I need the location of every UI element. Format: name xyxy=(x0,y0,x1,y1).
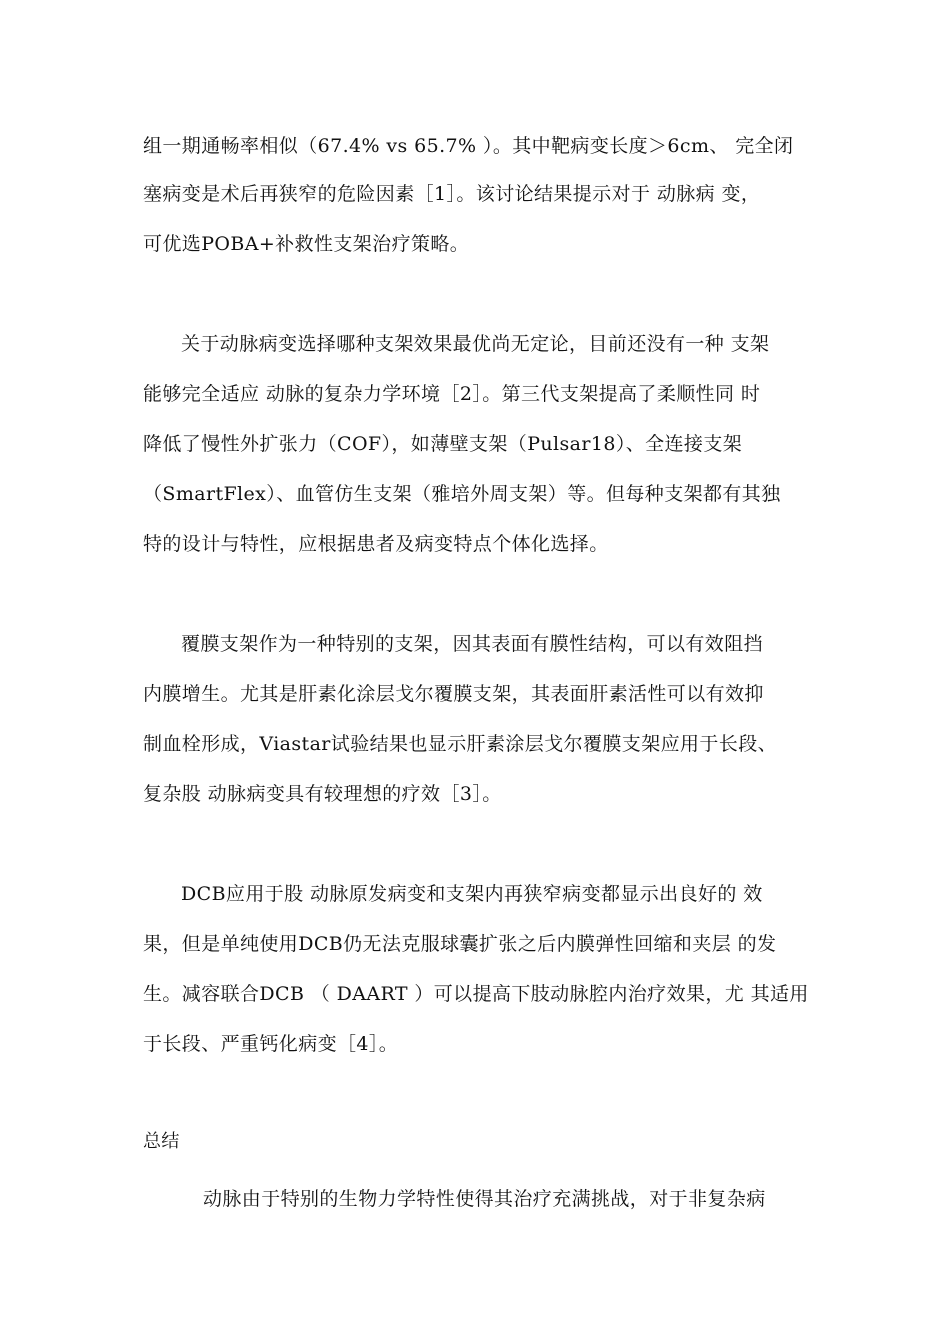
paragraph-2-line-5: 特的设计与特性，应根据患者及病变特点个体化选择。 xyxy=(143,533,609,555)
section-heading: 总结 xyxy=(143,1131,180,1152)
closing-paragraph-line: 动脉由于特别的生物力学特性使得其治疗充满挑战，对于非复杂病 xyxy=(203,1188,766,1210)
paragraph-2-line-4: （SmartFlex）、血管仿生支架（雅培外周支架）等。但每种支架都有其独 xyxy=(143,483,781,505)
paragraph-2-line-1: 关于动脉病变选择哪种支架效果最优尚无定论，目前还没有一种 支架 xyxy=(181,333,770,355)
paragraph-1-line-3: 可优选POBA+补救性支架治疗策略。 xyxy=(143,233,470,255)
paragraph-4-line-3: 生。减容联合DCB （ DAART ）可以提高下肢动脉腔内治疗效果，尤 其适用 xyxy=(143,983,809,1005)
paragraph-3-line-4: 复杂股 动脉病变具有较理想的疗效［3］。 xyxy=(143,783,502,805)
paragraph-4-line-2: 果，但是单纯使用DCB仍无法克服球囊扩张之后内膜弹性回缩和夹层 的发 xyxy=(143,933,777,955)
paragraph-3-line-3: 制血栓形成，Viastar试验结果也显示肝素涂层戈尔覆膜支架应用于长段、 xyxy=(143,733,777,755)
paragraph-2-line-3: 降低了慢性外扩张力（COF），如薄壁支架（Pulsar18）、全连接支架 xyxy=(143,433,743,455)
paragraph-3-line-2: 内膜增生。尤其是肝素化涂层戈尔覆膜支架，其表面肝素活性可以有效抑 xyxy=(143,683,764,705)
paragraph-3-line-1: 覆膜支架作为一种特别的支架，因其表面有膜性结构，可以有效阻挡 xyxy=(181,633,764,655)
paragraph-4-line-4: 于长段、严重钙化病变［4］。 xyxy=(143,1033,399,1055)
paragraph-1-line-2: 塞病变是术后再狭窄的危险因素［1］。该讨论结果提示对于 动脉病 变， xyxy=(143,183,761,205)
paragraph-4-line-1: DCB应用于股 动脉原发病变和支架内再狭窄病变都显示出良好的 效 xyxy=(181,883,763,905)
paragraph-1-line-1: 组一期通畅率相似（67.4% vs 65.7% ）。其中靶病变长度＞6cm、 完全闭 xyxy=(143,135,794,157)
paragraph-2-line-2: 能够完全适应 动脉的复杂力学环境［2］。第三代支架提高了柔顺性同 时 xyxy=(143,383,761,405)
